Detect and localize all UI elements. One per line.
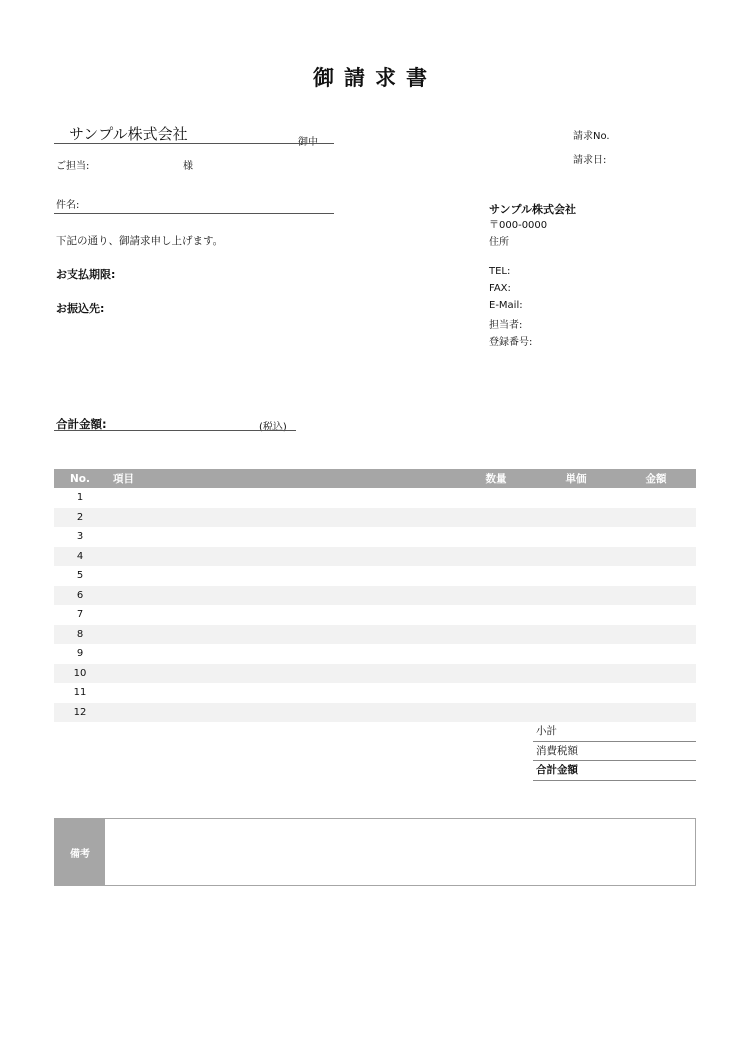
table-row [54, 664, 696, 684]
summary-block [533, 722, 696, 781]
row-amount [616, 703, 696, 723]
row-qty [456, 644, 536, 664]
header-price: 単価 [536, 469, 616, 488]
row-qty [456, 586, 536, 606]
client-name-underline [54, 143, 334, 144]
row-qty [456, 664, 536, 684]
row-no: 5 [76, 570, 84, 582]
row-amount [616, 527, 696, 547]
row-price [536, 683, 616, 703]
header-item: 項目 [106, 469, 456, 488]
row-no: 8 [54, 625, 106, 645]
row-amount [616, 605, 696, 625]
row-price [536, 586, 616, 606]
row-price [536, 703, 616, 723]
row-item [106, 508, 456, 528]
table-row [54, 508, 696, 528]
row-price [536, 527, 616, 547]
invoice-no-label: 請求No. [573, 131, 610, 142]
row-no: 10 [54, 664, 106, 684]
row-amount [616, 644, 696, 664]
invoice-date-label: 請求日: [573, 155, 607, 166]
row-item [106, 527, 456, 547]
row-no: 6 [54, 586, 106, 606]
row-item [106, 625, 456, 645]
grand-total-label: 合計金額 [533, 761, 696, 781]
contact-label: ご担当: [56, 161, 90, 172]
row-qty [456, 508, 536, 528]
row-item [106, 488, 456, 508]
row-price [536, 625, 616, 645]
row-price [536, 644, 616, 664]
tax-amount-label: 消費税額 [533, 742, 696, 762]
issuer-registration: 登録番号: [489, 337, 533, 348]
row-no: 7 [76, 609, 84, 621]
total-amount-label: 合計金額: [56, 417, 107, 431]
subject-label: 件名: [56, 200, 80, 211]
row-amount [616, 586, 696, 606]
table-row [54, 625, 696, 645]
table-row [54, 644, 696, 664]
row-no: 9 [76, 648, 84, 660]
row-no: 3 [76, 531, 84, 543]
row-item [106, 703, 456, 723]
client-name: サンプル株式会社 [69, 125, 188, 143]
issuer-postal: 〒000-0000 [489, 220, 548, 231]
row-item [106, 605, 456, 625]
row-amount [616, 566, 696, 586]
row-item [106, 586, 456, 606]
contact-suffix: 様 [183, 161, 193, 172]
row-price [536, 605, 616, 625]
subject-underline [54, 213, 334, 214]
row-amount [616, 508, 696, 528]
row-qty [456, 605, 536, 625]
issuer-fax: FAX: [489, 283, 511, 294]
row-item [106, 547, 456, 567]
row-amount [616, 664, 696, 684]
header-amount: 金額 [616, 469, 696, 488]
issuer-company: サンプル株式会社 [489, 203, 577, 216]
row-qty [456, 547, 536, 567]
row-no: 4 [54, 547, 106, 567]
tax-included-note: (税込) [259, 422, 287, 433]
row-price [536, 664, 616, 684]
notes-label: 備考 [55, 819, 105, 885]
intro-text: 下記の通り、御請求申し上げます。 [56, 235, 224, 247]
row-no: 12 [54, 703, 106, 723]
row-amount [616, 547, 696, 567]
row-qty [456, 527, 536, 547]
issuer-tel: TEL: [489, 266, 511, 277]
row-qty [456, 566, 536, 586]
row-amount [616, 683, 696, 703]
row-price [536, 547, 616, 567]
table-row [54, 547, 696, 567]
table-row [54, 586, 696, 606]
row-qty [456, 703, 536, 723]
row-price [536, 488, 616, 508]
row-price [536, 566, 616, 586]
table-row [54, 605, 696, 625]
row-item [106, 644, 456, 664]
table-header-row [54, 469, 696, 488]
row-price [536, 508, 616, 528]
issuer-person: 担当者: [489, 320, 523, 331]
header-no: No. [54, 469, 106, 488]
row-no: 2 [54, 508, 106, 528]
subtotal-label: 小計 [533, 722, 696, 742]
issuer-email: E-Mail: [489, 300, 523, 311]
total-underline [54, 430, 296, 431]
page-title: 御請求書 [313, 66, 437, 90]
row-item [106, 683, 456, 703]
row-amount [616, 488, 696, 508]
row-item [106, 664, 456, 684]
row-qty [456, 683, 536, 703]
row-qty [456, 625, 536, 645]
payment-due-label: お支払期限: [56, 268, 116, 281]
table-row [54, 488, 696, 508]
row-item [106, 566, 456, 586]
bank-label: お振込先: [56, 302, 105, 315]
client-honorific: 御中 [298, 137, 318, 148]
row-no: 1 [76, 492, 84, 504]
table-row [54, 683, 696, 703]
row-amount [616, 625, 696, 645]
row-no: 11 [73, 687, 87, 699]
table-row [54, 566, 696, 586]
row-qty [456, 488, 536, 508]
items-table [54, 469, 696, 722]
notes-box [54, 818, 696, 886]
table-row [54, 527, 696, 547]
issuer-address: 住所 [489, 237, 509, 248]
table-row [54, 703, 696, 723]
header-qty: 数量 [456, 469, 536, 488]
